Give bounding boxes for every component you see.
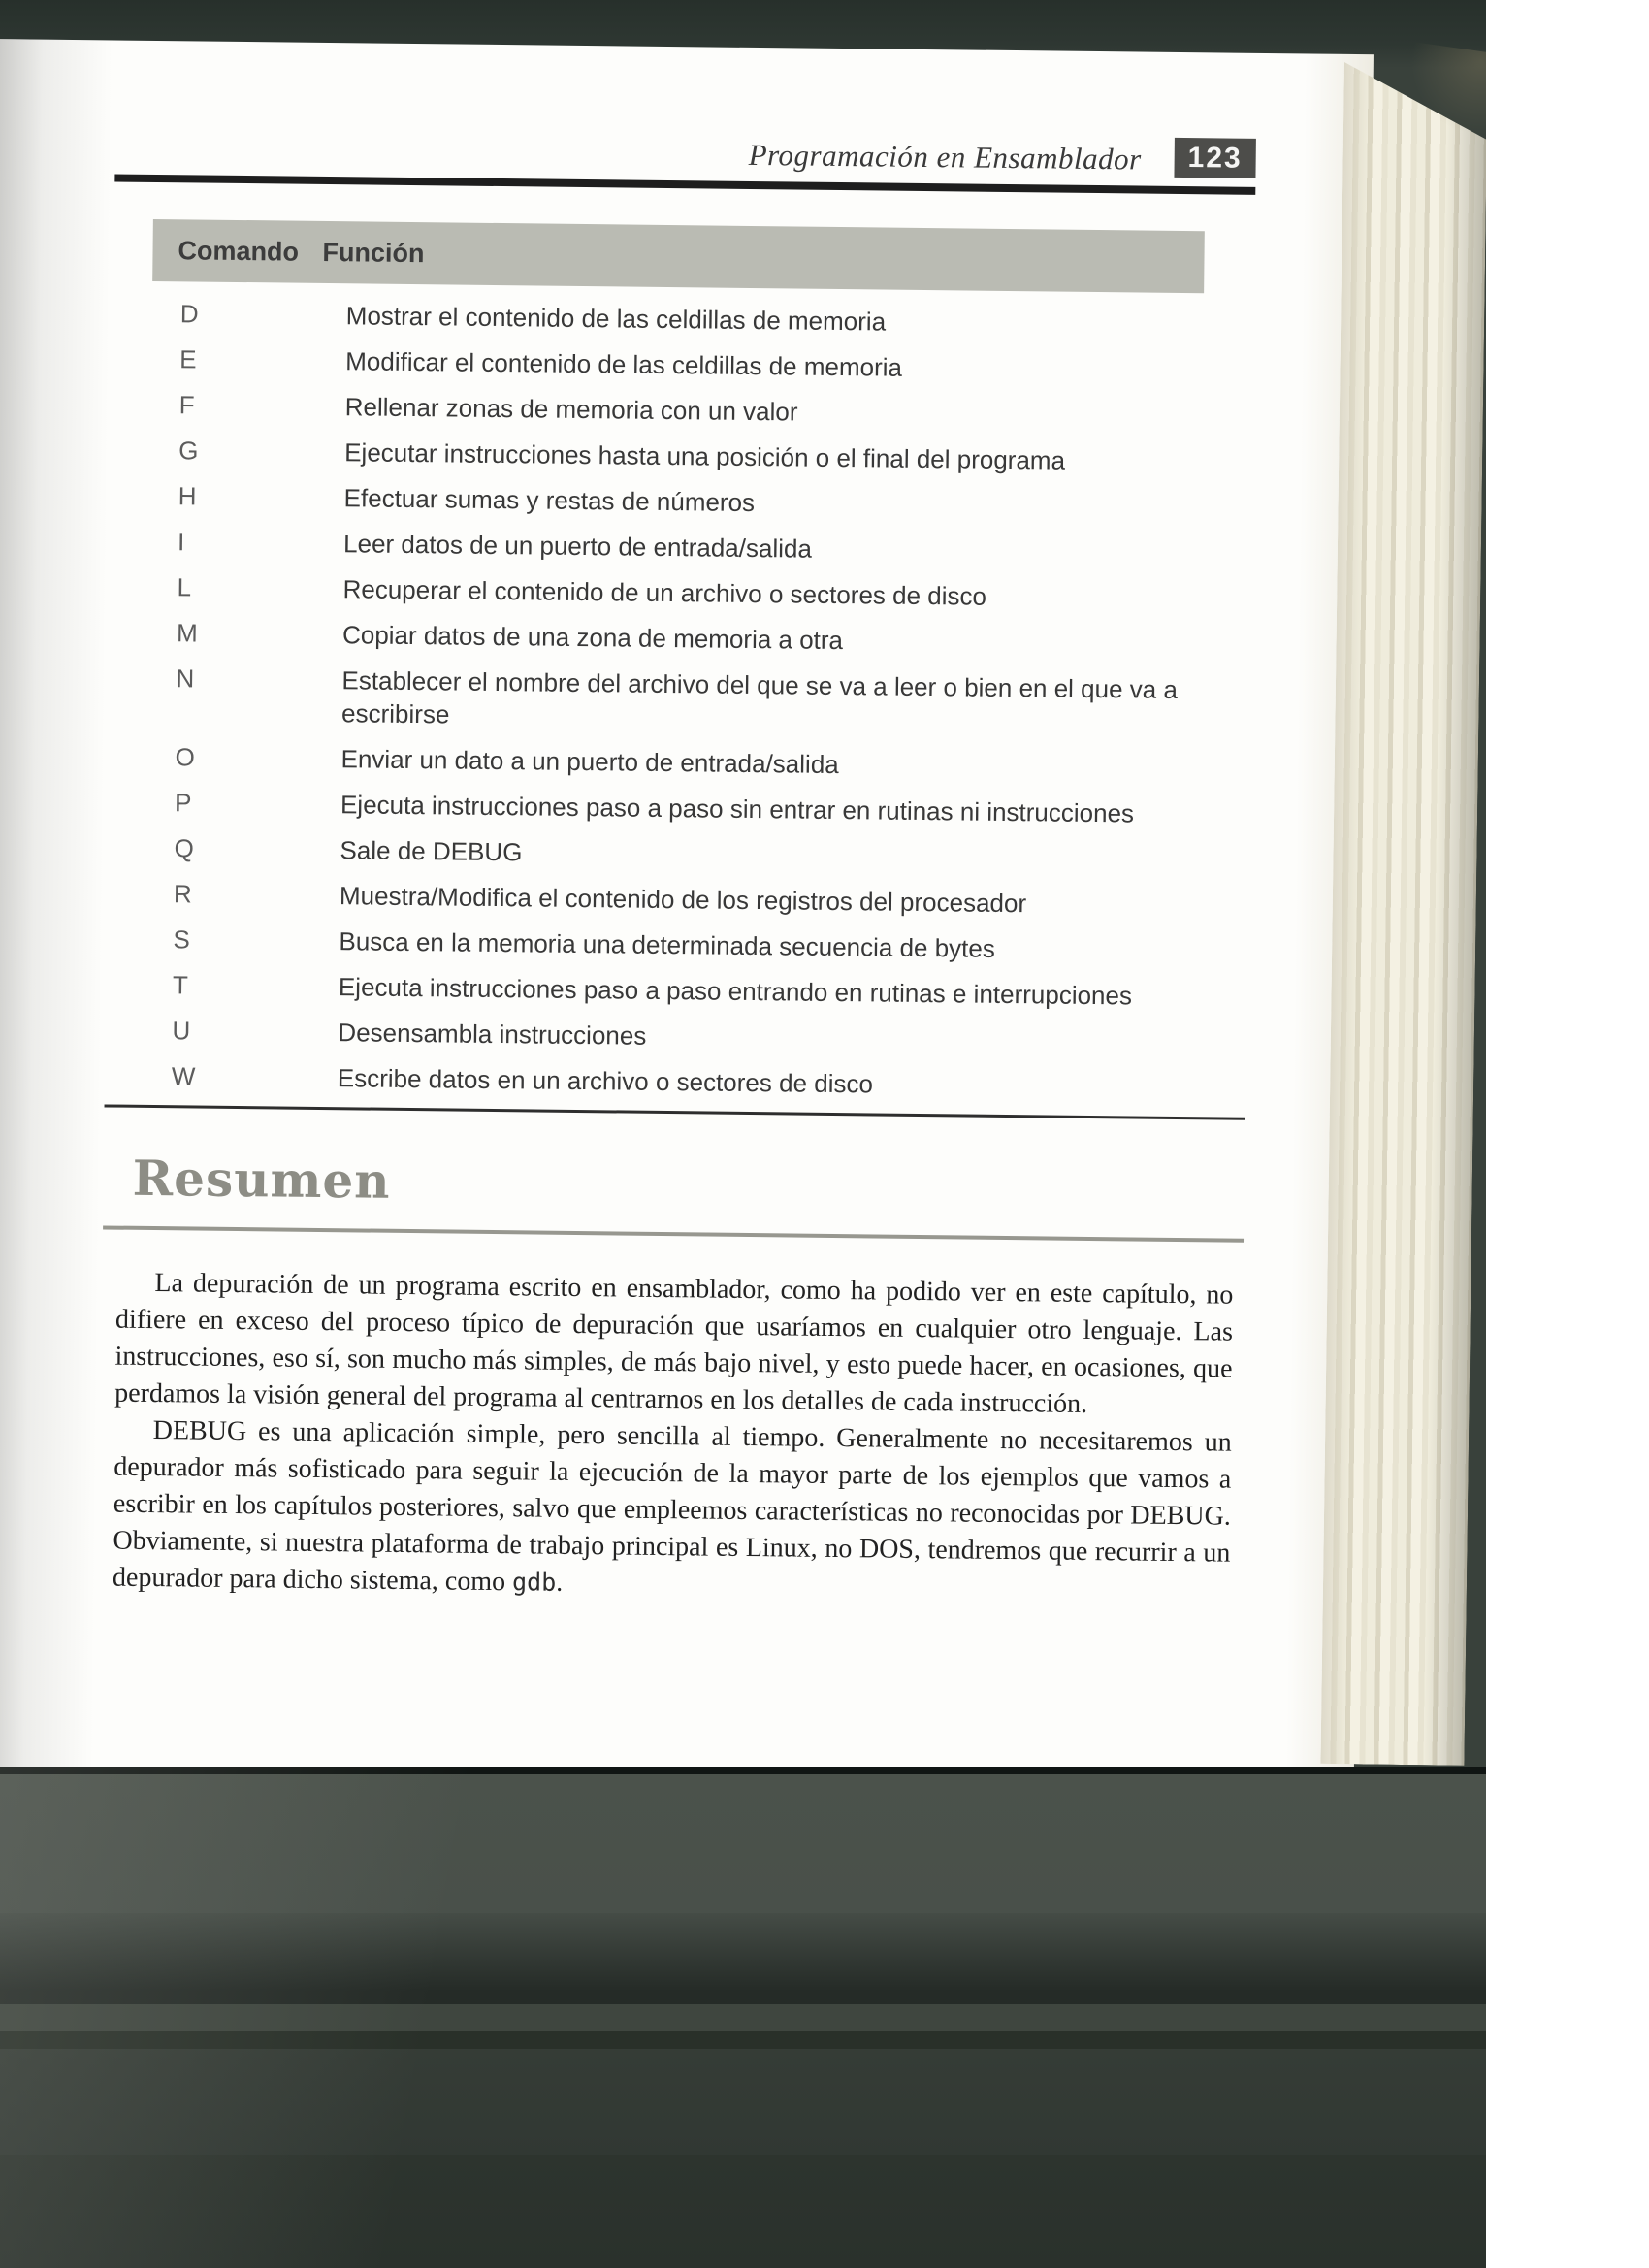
command-description: Ejecuta instrucciones paso a paso entrando en rutinas e interrupciones <box>338 972 1133 1011</box>
command-letter: T <box>172 970 189 1000</box>
command-letter: G <box>178 436 199 466</box>
table-row <box>113 342 1253 388</box>
table-row <box>106 922 1246 967</box>
command-description: Establecer el nombre del archivo del que se va a leer o bien en el que va a escribirse <box>340 665 1179 729</box>
summary-paragraph-2 <box>113 1412 1232 1609</box>
table-row <box>113 297 1254 342</box>
table-row <box>108 785 1248 830</box>
command-letter: R <box>173 879 192 909</box>
table-row <box>108 739 1248 785</box>
column-header-funcion: Función <box>322 237 425 268</box>
command-description: Ejecuta instrucciones paso a paso sin entrar en rutinas ni instrucciones <box>340 790 1135 828</box>
page-corner-wrinkle <box>1391 41 1496 146</box>
table-row <box>111 524 1251 569</box>
command-description: Enviar un dato a un puerto de entrada/salida <box>340 744 839 780</box>
command-letter: O <box>175 742 196 772</box>
command-letter: N <box>176 664 195 694</box>
command-letter: U <box>172 1016 191 1046</box>
command-letter: Q <box>174 833 194 863</box>
summary-heading-rule <box>103 1225 1244 1242</box>
table-row <box>109 661 1250 739</box>
command-description: Escribe datos en un archivo o sectores de disco <box>337 1063 874 1099</box>
table-row <box>105 1013 1245 1058</box>
command-description: Muestra/Modifica el contenido de los registros del procesador <box>339 881 1027 919</box>
command-description: Sale de DEBUG <box>340 835 523 867</box>
command-letter: L <box>177 572 192 602</box>
running-title: Programación en Ensamblador <box>748 137 1142 177</box>
command-description: Recuperar el contenido de un archivo o sectores de disco <box>342 574 987 611</box>
command-description: Desensambla instrucciones <box>338 1018 647 1051</box>
scanner-bed-shadow <box>0 1767 1486 2268</box>
summary-paragraph-2-period: . <box>556 1567 564 1598</box>
command-description: Leer datos de un puerto de entrada/salida <box>342 529 813 564</box>
inline-code-gdb: gdb <box>511 1568 557 1597</box>
command-letter: E <box>179 344 197 374</box>
command-description: Mostrar el contenido de las celdillas de memoria <box>345 301 887 337</box>
command-letter: M <box>176 618 198 648</box>
command-letter: I <box>177 527 185 557</box>
scan-margin-strip <box>1486 0 1649 2268</box>
book-page-edge-stack <box>1320 56 1488 1766</box>
table-row <box>107 830 1247 876</box>
table-row <box>110 615 1250 661</box>
command-letter: F <box>178 390 195 420</box>
summary-paragraph-2-text: DEBUG es una aplicación simple, pero sencilla al tiempo. Generalmente no necesitaremos un depurador más sofisticado para seguir la ejecución de la mayor parte de los ejemplos que vamos a escribir en los capítulos posteriores, salvo que empleemos características no reconocidas por DEBUG. Obviamente, si nuestra plataforma de trabajo principal es Linux, no DOS, tendremos que recurrir a un depurador para dicho sistema, como <box>112 1415 1232 1598</box>
table-row <box>107 876 1247 922</box>
command-description: Rellenar zonas de memoria con un valor <box>344 392 798 427</box>
section-heading-resumen: Resumen <box>132 1149 391 1210</box>
command-description: Ejecutar instrucciones hasta una posición o el final del programa <box>344 437 1066 475</box>
page-header <box>115 126 1256 178</box>
table-rows <box>105 297 1254 1105</box>
book-page-paper <box>0 39 1374 1789</box>
page-content <box>99 41 1257 1609</box>
page-number-badge: 123 <box>1174 138 1255 178</box>
command-letter: S <box>173 924 190 955</box>
table-row <box>113 387 1253 433</box>
table-row <box>112 433 1252 478</box>
summary-paragraph-1: La depuración de un programa escrito en ensamblador, como ha podido ver en este capítulo, no difiere en exceso del proceso típico de depuración que usaríamos en cualquier otro lenguaje. Las instrucciones, eso sí, son mucho más simples, de más bajo nivel, y esto puede hacer, en ocasiones, que perdamos la visión general del programa al centrarnos en los detalles de cada instrucción. <box>113 1268 1234 1419</box>
command-description: Modificar el contenido de las celdillas de memoria <box>345 346 903 382</box>
command-letter: W <box>171 1061 196 1091</box>
table-header-band <box>152 219 1205 293</box>
column-header-comando: Comando <box>178 235 300 267</box>
table-row <box>106 967 1246 1013</box>
command-letter: P <box>174 788 192 818</box>
command-letter: H <box>178 481 197 511</box>
command-description: Efectuar sumas y restas de números <box>343 483 756 518</box>
command-letter: D <box>179 299 199 329</box>
header-rule <box>114 175 1255 195</box>
command-description: Copiar datos de una zona de memoria a otra <box>341 620 844 656</box>
summary-paragraphs <box>113 1265 1234 1609</box>
table-row <box>111 478 1251 524</box>
table-bottom-rule <box>105 1104 1245 1119</box>
debug-commands-table <box>105 219 1255 1120</box>
command-description: Busca en la memoria una determinada secuencia de bytes <box>339 926 996 963</box>
table-row <box>110 569 1250 615</box>
table-row <box>105 1058 1245 1104</box>
